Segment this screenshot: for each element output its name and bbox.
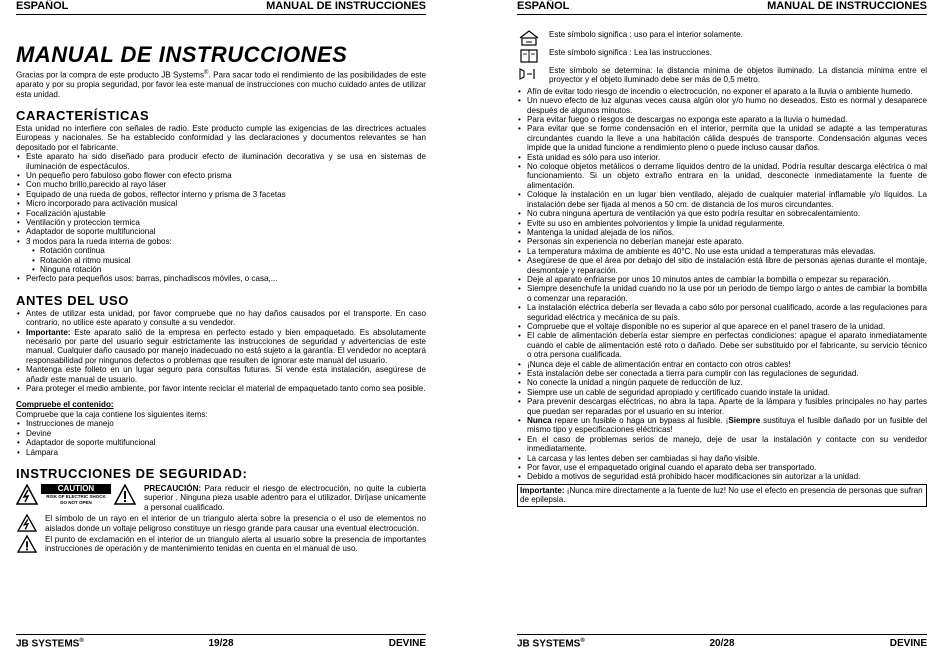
list-item: • Instrucciones de manejo [26,419,426,428]
list-item: • 3 modos para la rueda interna de gobos: [26,237,426,246]
list-item: • Con mucho brillo,parecido al rayo láser [26,180,426,189]
list-item: • Afín de evitar todo riesgo de incendio o electrocución, no exponer el aparato a la lluvia o ambiente humedo. [527,87,927,96]
list-item: • Siempre desenchufe la unidad cuando no la use por un periodo de tiempo largo o antes de cambiar la bombilla o comenzar una reparación. [527,284,927,303]
features-list [16,152,426,284]
list-item: • Por favor, use el empaquetado original cuando el aparato deba ser transportado. [527,463,927,472]
list-item: • Coloque la instalación en un lugar bien ventilado, alejado de cualquier material inflamable y/o líquidos. La instalación debe ser fijada al menos a 50 cm. de distancia de los muros circundantes. [527,190,927,209]
list-item: • Mantenga este folleto en un lugar seguro para consultas futuras. Si vende esta instalación, asegúrese de añadir este manual de usuario. [26,365,426,384]
list-item: • Adaptador de soporte multifuncional [26,227,426,236]
list-item: • No cubra ninguna apertura de ventilación ya que esto podría resultar en sobrecalentamiento. [527,209,927,218]
exclam-row [16,535,426,554]
page-footer [517,634,927,651]
heading-caracteristicas: CARACTERÍSTICAS [16,107,150,123]
list-item: • Para proteger el medio ambiente, por favor intente reciclar el material de empaquetado tanto como sea posible. [26,384,426,393]
caution-label-box [41,484,111,506]
page-header [517,0,927,15]
book-icon [517,48,541,64]
distance-icon [517,66,541,82]
header-manual-title: MANUAL DE INSTRUCCIONES [767,0,927,12]
footer-brand: JB SYSTEMS® [16,638,84,650]
page-number: 20/28 [709,638,735,649]
page-title: MANUAL DE INSTRUCCIONES [16,42,348,67]
list-item: • En el caso de problemas serios de manejo, deje de usar la instalación y contacte con su vendedor inmediatamente. [527,435,927,454]
list-item: • Este aparato ha sido diseñado para producir efecto de iluminación decorativa y se usa en sistemas de iluminación de espectáculos. [26,152,426,171]
list-item: • La instalación eléctrica debería ser llevada a cabo sólo por personal cualificado, acorde a las regulaciones para seguridad eléctrica y mecánica de su país. [527,303,927,322]
safety-list [517,87,927,482]
list-item: • La carcasa y las lentes deben ser cambiadas si hay daño visible. [527,454,927,463]
list-item: • Evite su uso en ambientes polvorientos y limpie la unidad regularmente. [527,219,927,228]
list-item: • Debido a motivos de seguridad está prohibido hacer modificaciones sin autorizar a la unidad. [527,472,927,481]
important-notice: Importante: ¡Nunca mire directamente a la fuente de luz! No use el efecto en presencia de personas que sufran de epilepsia. [517,484,927,507]
list-item: • Mantenga la unidad alejada de los niños. [527,228,927,237]
list-item: • ¡Nunca deje el cable de alimentación entrar en contacto con otros cables! [527,360,927,369]
list-item: • Compruebe que el voltaje disponible no es superior al que aparece en el panel trasero de la unidad. [527,322,927,331]
list-item: • Para evitar fuego o riesgos de descargas no exponga este aparato a la lluvia o humedad. [527,115,927,124]
caution-subtext: DO NOT OPEN [60,499,92,505]
list-item: • Ventilación y proteccion termica [26,218,426,227]
list-item: • Deje al aparato enfriarse por unos 10 minutos antes de cambiar la bombilla o empezar su reparación. [527,275,927,284]
list-item: • Personas sin experiencia no deberían manejar este aparato. [527,237,927,246]
footer-brand: JB SYSTEMS® [517,638,585,650]
list-item: • Lámpara [26,448,426,457]
rayo-text: El símbolo de un rayo en el interior de un triangulo alerta sobre la presencia o el uso de elementos no aislados donde un voltaje peligroso constituye un riesgo grande para causar una eventual electrocución. [45,514,426,533]
antes-list [16,309,426,394]
list-item: • Nunca repare un fusible o haga un bypass al fusible. ¡Siempre sustituya el fusible dañado por un fusible del mismo tipo y especificaciones eléctricas! [527,416,927,435]
list-item: • Esta unidad es sólo para uso interior. [527,153,927,162]
caution-label: CAUTION [41,484,111,494]
heading-seguridad: INSTRUCCIONES DE SEGURIDAD: [16,465,248,481]
header-language: ESPAÑOL [16,0,69,12]
contenido-title: Compruebe el contenido: [16,400,114,410]
header-language: ESPAÑOL [517,0,570,12]
list-item: • Ninguna rotación [26,265,426,274]
distance-symbol-row [517,66,927,85]
list-item: • No coloque objetos metálicos o derrame líquidos dentro de la unidad. Podría resultar descarga eléctrica o mal funcionamiento. Si un objeto extraño entrara en la unidad, desconecte inmediatamente la fuente de alimentación. [527,162,927,190]
list-item: • Para prevenir descargas eléctricas, no abra la tapa. Aparte de la lámpara y fusibles principales no hay partes que puedan ser reparadas por el usuario en su interior. [527,397,927,416]
list-item: • Adaptador de soporte multifuncional [26,438,426,447]
page-19 [16,0,426,654]
page-number: 19/28 [208,638,234,649]
exclamation-warning-icon [114,484,136,506]
lightning-warning-icon [16,484,38,506]
list-item: • El cable de alimentación debería estar siempre en perfectas condiciones: apague el aparato inmediatamente cuando el cable de alimentación esté roto o dañado. Debe ser substituido por el fabricante, su servicio técnico o otra persona cualificada. [527,331,927,359]
caution-block [16,484,426,512]
exclam-text: El punto de exclamación en el interior de un triangulo alerta al usuario sobre la presencia de importantes instrucciones de operación y de mantenimiento tenidas en cuenta en el manual de uso. [45,534,426,554]
caracteristicas-intro: Esta unidad no interfiere con señales de radio. Este producto cumple las exigencias de las directrices actuales Europeas y nacionales. Se ha establecido conformidad y las declaraciones y documentos relevantes se han depositado por el fabricante. [16,123,426,152]
list-item: • Focalización ajustable [26,209,426,218]
header-manual-title: MANUAL DE INSTRUCCIONES [266,0,426,12]
list-item: • Rotación al ritmo musical [26,256,426,265]
precaucion-text: PRECAUCIÓN: Para reducir el riesgo de electrocución, no quite la cubierta superior . Ninguna pieza usable adentro para el utilizador. Diríjase unicamente a personal cualificado. [144,483,426,512]
list-item: • La temperatura máxima de ambiente es 40°C. No use esta unidad a temperaturas más elevadas. [527,247,927,256]
list-item: • Equipado de una rueda de gobos, reflector interno y prisma de 3 facetas [26,190,426,199]
list-item: • Devine [26,429,426,438]
footer-product: DEVINE [889,638,927,649]
page-20 [517,0,927,654]
exclamation-warning-icon [16,535,38,553]
list-item: • Siempre use un cable de seguridad apropiado y certificado cuando instale la unidad. [527,388,927,397]
list-item: • Antes de utilizar esta unidad, por favor compruebe que no hay daños causados por el transporte. En caso contrario, no utilice este aparato y consulte a su vendedor. [26,309,426,328]
heading-antes-del-uso: ANTES DEL USO [16,292,130,308]
read-symbol-text: Este símbolo significa : Lea las instrucciones. [549,48,712,57]
list-item: • Rotación continua [26,246,426,255]
list-item: • No conecte la unidad a ningún paquete de reducción de luz. [527,378,927,387]
indoor-symbol-row [517,30,927,46]
list-item: • Micro incorporado para activación musical [26,199,426,208]
page-footer [16,634,426,651]
lightning-warning-icon [16,514,38,532]
page-header [16,0,426,15]
list-item: • Perfecto para pequeños usos: barras, pinchadiscos móviles, o casa,... [26,274,426,283]
list-item: • Asegúrese de que el área por debajo del sitio de instalación está libre de personas ajenas durante el montaje, desmontaje y reparación. [527,256,927,275]
indoor-symbol-text: Este símbolo significa : uso para el interior solamente. [549,30,743,39]
intro-paragraph: Gracias por la compra de este producto JB Systems®. Para sacar todo el rendimiento de las posibilidades de este aparato y por su propia seguridad, por favor lea este manual de instrucciones con mucho cuidado antes de utilizar esta unidad. [16,70,427,99]
list-item: • Un nuevo efecto de luz algunas veces causa algún olor y/o humo no deseados. Esto es normal y desaparece después de algunos minutos. [527,96,927,115]
list-item: • Esta instalación debe ser conectada a tierra para cumplir con las regulaciones de seguridad. [527,369,927,378]
contenido-intro: Compruebe que la caja contiene los siguientes items: [16,409,208,419]
list-item: • Un pequeño pero fabuloso gobo flower con efecto prisma [26,171,426,180]
footer-product: DEVINE [388,638,426,649]
distance-symbol-text: Este símbolo se determina: la distancia mínima de objetos iluminado. La distancia mínima entre el proyector y el objeto iluminado debe ser más de 0,5 metro. [549,66,927,85]
caution-subtext: RISK OF ELECTRIC SHOCK [46,493,106,499]
rayo-row [16,514,426,533]
contenido-list [16,419,426,457]
list-item: • Para evitar que se forme condensación en el interior, permita que la unidad se adapte a las temperaturas circundantes cuando la lleve a una habitación cálida después de transporte. Condensación algunas veces impide que la unidad funcione a rendimiento pleno o puede incluso causar daños. [527,124,927,152]
read-symbol-row [517,48,927,64]
house-icon [517,30,541,46]
list-item: • Importante: Este aparato salió de la empresa en perfecto estado y bien empaquetado. Es absolutamente necesario por parte del usuario seguir estrictamente las instrucciones de seguridad y advertencias de este manual. Cualquier daño causado por manejo inadecuado no está sujeto a la garantía. El vendedor no aceptará responsabilidad por ningunos defectos o problemas que resulten de ignorar este manual del usuario. [26,328,426,366]
